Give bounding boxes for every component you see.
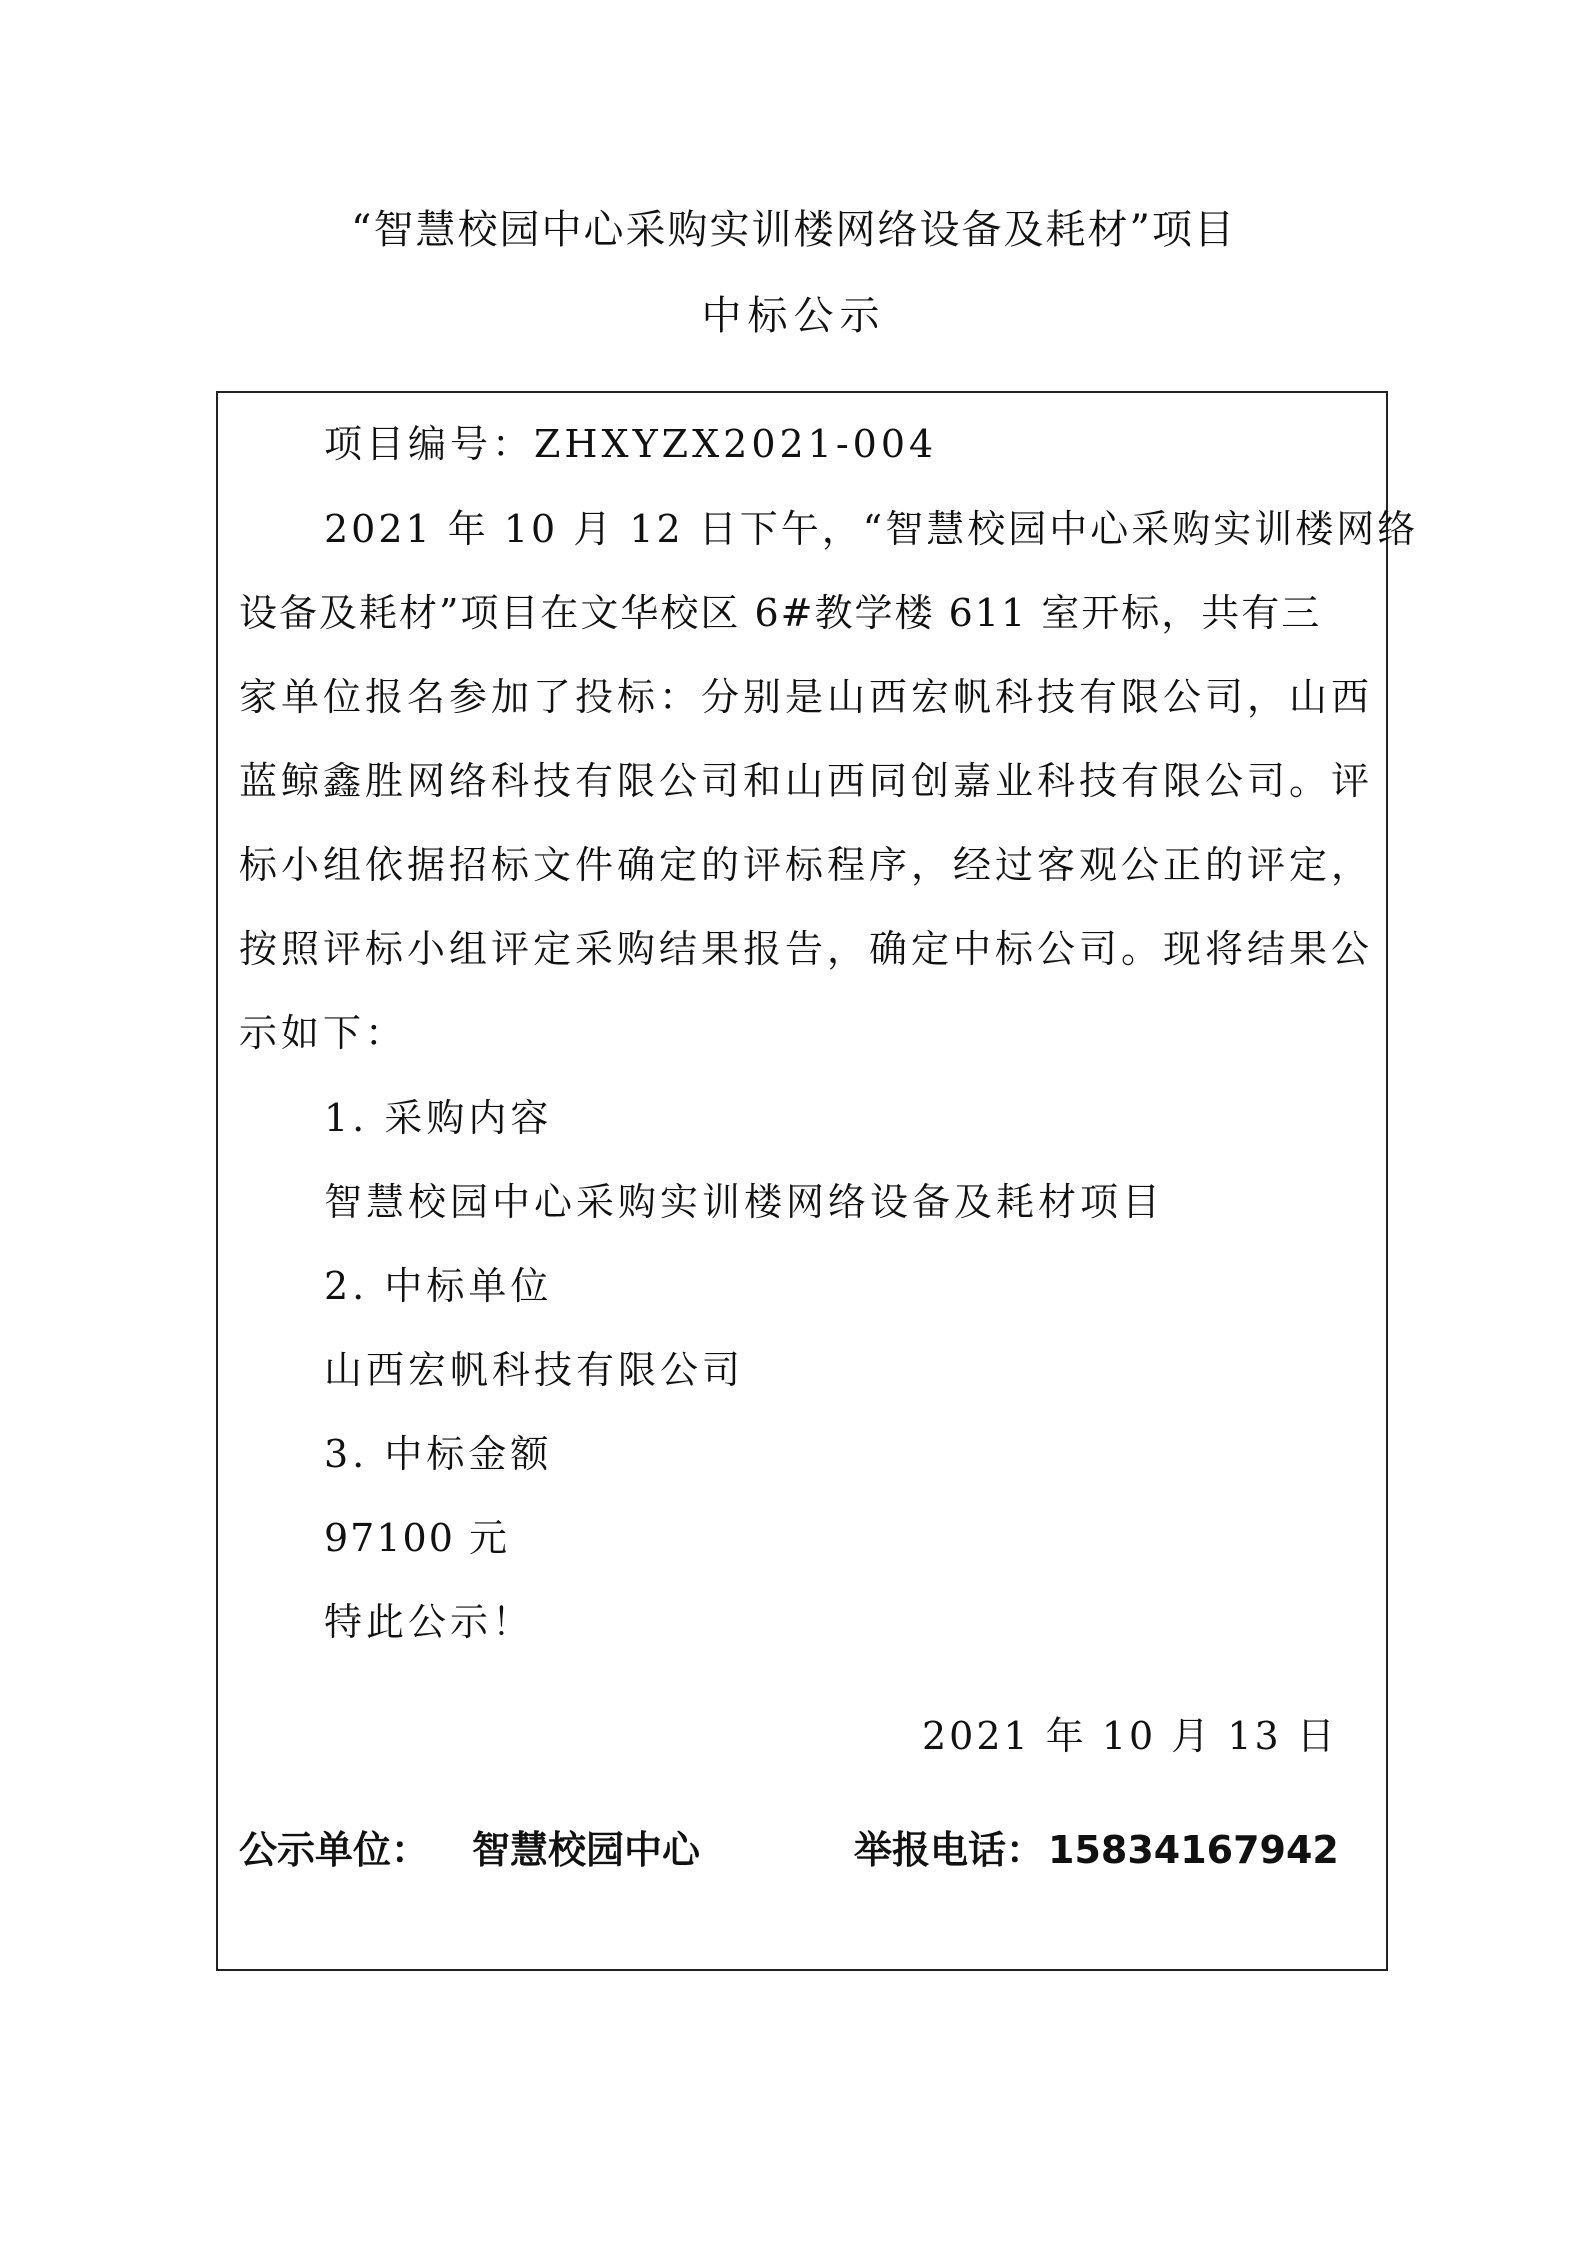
winning-bidder: 山西宏帆科技有限公司: [324, 1348, 745, 1392]
paragraph-line: 示如下：: [239, 1011, 408, 1055]
announcement-box: [216, 391, 1419, 1971]
paragraph-line: 标小组依据招标文件确定的评标程序，经过客观公正的评定，: [239, 843, 1374, 887]
project-number: 项目编号：ZHXYZX2021-004: [324, 422, 938, 466]
paragraph-line: 2021 年 10 月 12 日下午，“智慧校园中心采购实训楼网络: [324, 507, 1419, 551]
paragraph-line: 设备及耗材”项目在文华校区 6#教学楼 611 室开标，共有三: [239, 591, 1322, 635]
paragraph-line: 蓝鲸鑫胜网络科技有限公司和山西同创嘉业科技有限公司。评: [239, 759, 1374, 803]
paragraph-line: 家单位报名参加了投标：分别是山西宏帆科技有限公司，山西: [239, 675, 1374, 719]
closing-statement: 特此公示！: [324, 1600, 535, 1644]
report-phone-label: 举报电话：: [854, 1828, 1045, 1872]
report-phone-number: 15834167942: [1048, 1828, 1339, 1872]
paragraph-line: 按照评标小组评定采购结果报告，确定中标公司。现将结果公: [239, 927, 1374, 971]
section-heading-amount: 3. 中标金额: [324, 1432, 553, 1476]
winning-amount: 97100 元: [324, 1516, 509, 1560]
publisher-label: 公示单位：: [239, 1828, 430, 1872]
section-heading-winner: 2. 中标单位: [324, 1264, 553, 1308]
document-title: “智慧校园中心采购实训楼网络设备及耗材”项目: [351, 207, 1236, 253]
procurement-content: 智慧校园中心采购实训楼网络设备及耗材项目: [324, 1180, 1165, 1224]
section-heading-content: 1. 采购内容: [324, 1096, 553, 1140]
publisher-name: 智慧校园中心: [472, 1828, 701, 1872]
document-subtitle: 中标公示: [701, 293, 886, 339]
announcement-date: 2021 年 10 月 13 日: [922, 1714, 1338, 1758]
